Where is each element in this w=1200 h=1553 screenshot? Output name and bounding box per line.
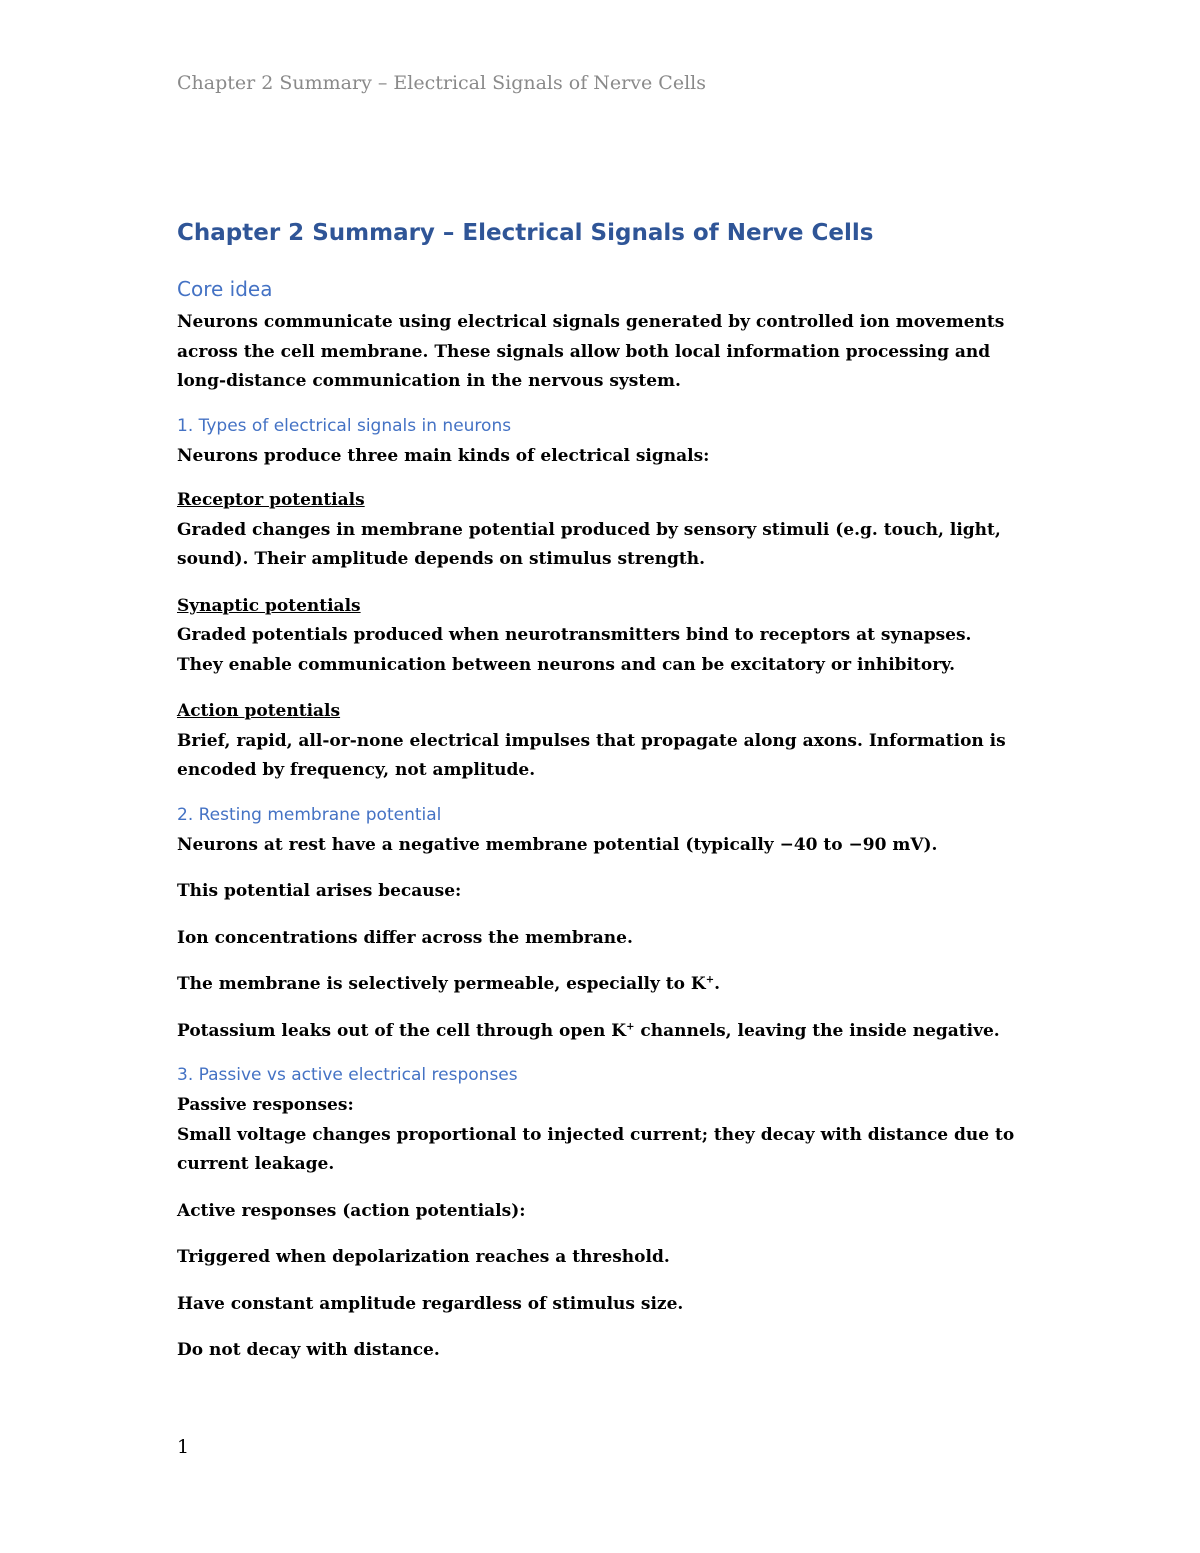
resting-reason-2-text: The membrane is selectively permeable, especially to K (177, 974, 706, 994)
section-1-heading: 1. Types of electrical signals in neurons (177, 415, 512, 436)
section-1-intro: Neurons produce three main kinds of electrical signals: (177, 445, 710, 466)
page-number: 1 (177, 1436, 190, 1458)
document-body (177, 216, 1017, 1383)
action-potentials-text: Brief, rapid, all-or-none electrical impulses that propagate along axons. Information is encoded by frequency, not amplitude. (177, 730, 1006, 780)
section-3-heading: 3. Passive vs active electrical responses (177, 1065, 518, 1085)
resting-reason-3-text: Potassium leaks out of the cell through open K (177, 1020, 627, 1041)
resting-reason-3-end: channels, leaving the inside negative. (634, 1020, 1000, 1041)
action-potentials-block (177, 697, 1017, 786)
core-idea-heading: Core idea (177, 277, 273, 301)
section-2-because: This potential arises because: (177, 881, 462, 901)
section-2-intro: Neurons at rest have a negative membrane potential (typically −40 to −90 mV). (177, 834, 938, 855)
passive-responses-text: Small voltage changes proportional to injected current; they decay with distance due to current leakage. (177, 1124, 1015, 1174)
potassium-charge-sup-2: + (626, 1020, 635, 1032)
document-title: Chapter 2 Summary – Electrical Signals of Nerve Cells (177, 220, 874, 246)
potassium-charge-sup: + (705, 974, 715, 986)
resting-reason-2-end: . (714, 974, 721, 994)
resting-reason-2 (177, 970, 1017, 1000)
passive-responses-label: Passive responses: (177, 1095, 354, 1115)
passive-responses-block (177, 1091, 1017, 1180)
resting-reason-3 (177, 1017, 1017, 1047)
synaptic-potentials-text: Graded potentials produced when neurotransmitters bind to receptors at synapses. They enable communication between neurons and can be excitatory or inhibitory. (177, 625, 972, 675)
active-response-3: Do not decay with distance. (177, 1340, 440, 1360)
active-response-1: Triggered when depolarization reaches a threshold. (177, 1247, 670, 1267)
running-header: Chapter 2 Summary – Electrical Signals of Nerve Cells (177, 72, 706, 94)
synaptic-potentials-term: Synaptic potentials (177, 595, 361, 616)
synaptic-potentials-block (177, 592, 1017, 681)
active-responses-label: Active responses (action potentials): (177, 1200, 526, 1221)
active-response-2: Have constant amplitude regardless of stimulus size. (177, 1293, 684, 1314)
section-2-heading: 2. Resting membrane potential (177, 804, 442, 825)
action-potentials-term: Action potentials (177, 701, 341, 721)
resting-reason-1: Ion concentrations differ across the membrane. (177, 927, 633, 948)
receptor-potentials-block (177, 486, 1017, 575)
receptor-potentials-text: Graded changes in membrane potential produced by sensory stimuli (e.g. touch, light, sound). Their amplitude depends on stimulus strength. (177, 519, 1001, 569)
core-idea-text: Neurons communicate using electrical signals generated by controlled ion movements across the cell membrane. These signals allow both local information processing and long-distance communication in the nervous system. (177, 312, 1005, 391)
receptor-potentials-term: Receptor potentials (177, 490, 365, 510)
